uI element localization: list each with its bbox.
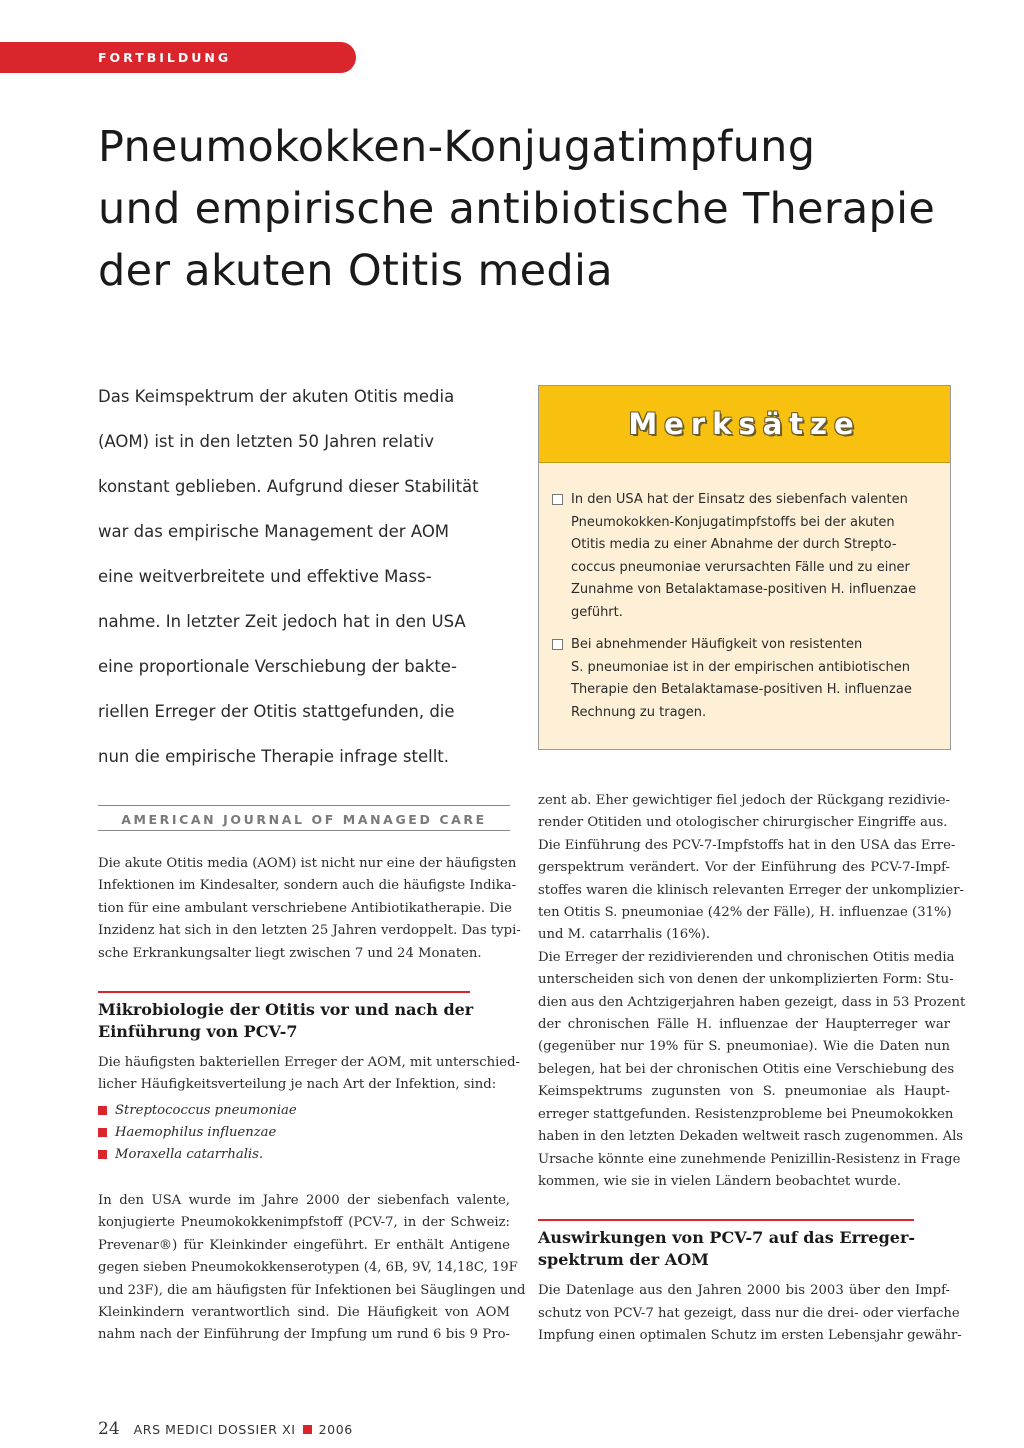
text-line: render Otitiden und otologischer chirurgischer Eingriffe aus.	[538, 815, 948, 831]
journal-source: AMERICAN JOURNAL OF MANAGED CARE	[98, 806, 510, 831]
text-line: (gegenüber nur 19% für S. pneumoniae). Wie die Daten nun	[538, 1039, 950, 1055]
page-number: 24	[98, 1419, 120, 1439]
text-line: Keimspektrums zugunsten von S. pneumoniae als Haupt-	[538, 1084, 950, 1100]
text-line: gerspektrum verändert. Vor der Einführung des PCV-7-Impf-	[538, 860, 950, 876]
text-line: Die häufigsten bakteriellen Erreger der AOM, mit unterschied-	[98, 1055, 520, 1071]
section-tab: FORTBILDUNG	[0, 42, 356, 73]
paragraph	[538, 790, 950, 835]
bullet-list	[98, 1099, 510, 1166]
text-line: Die Datenlage aus den Jahren 2000 bis 2003 über den Impf-	[538, 1283, 950, 1299]
article-title	[98, 116, 978, 302]
merksaetze-line: Pneumokokken-Konjugatimpfstoffs bei der akuten	[571, 514, 895, 530]
text-line: dien aus den Achtzigerjahren haben gezeigt, dass in 53 Prozent	[538, 994, 966, 1010]
square-bullet-icon	[98, 1106, 107, 1115]
lead-paragraph	[98, 374, 518, 779]
text-line: und M. catarrhalis (16%).	[538, 927, 711, 943]
bullet-text: Streptococcus pneumoniae	[115, 1102, 297, 1118]
merksaetze-line: coccus pneumoniae verursachten Fälle und zu einer	[571, 559, 910, 575]
lead-line: konstant geblieben. Aufgrund dieser Stabilität	[98, 477, 479, 496]
text-line: nahm nach der Einführung der Impfung um rund 6 bis 9 Pro-	[98, 1327, 510, 1343]
checkbox-icon	[552, 494, 563, 505]
text-line: schutz von PCV-7 hat gezeigt, dass nur die drei- oder vierfache	[538, 1305, 960, 1321]
paragraph	[98, 1190, 526, 1347]
square-bullet-icon	[98, 1128, 107, 1137]
text-line: erreger stattgefunden. Resistenzprobleme bei Pneumokokken	[538, 1106, 954, 1122]
merksaetze-line: Therapie den Betalaktamase-positiven H. influenzae	[571, 682, 912, 697]
lead-line: eine proportionale Verschiebung der bakte-	[98, 657, 457, 676]
section-heading	[538, 1221, 950, 1271]
text-line: stoffes waren die klinisch relevanten Erreger der unkomplizier-	[538, 882, 964, 898]
lead-line: riellen Erreger der Otitis stattgefunden, die	[98, 702, 455, 721]
text-line: zent ab. Eher gewichtiger fiel jedoch der Rückgang rezidivie-	[538, 793, 950, 808]
paragraph	[538, 835, 964, 947]
page-footer	[98, 1419, 353, 1439]
merksaetze-line: In den USA hat der Einsatz des siebenfach valenten	[571, 492, 908, 507]
left-column	[98, 805, 526, 1347]
checkbox-icon	[552, 639, 563, 650]
lead-line: nun die empirische Therapie infrage stellt.	[98, 747, 449, 766]
text-line: sche Erkrankungsalter liegt zwischen 7 und 24 Monaten.	[98, 945, 482, 961]
section-heading	[98, 993, 510, 1043]
text-line: ten Otitis S. pneumoniae (42% der Fälle), H. influenzae (31%)	[538, 905, 952, 921]
text-line: Die akute Otitis media (AOM) ist nicht nur eine der häufigsten	[98, 856, 517, 871]
text-line: Die Einführung des PCV-7-Impfstoffs hat in den USA das Erre-	[538, 837, 956, 853]
merksaetze-line: Zunahme von Betalaktamase-positiven H. influenzae	[571, 582, 917, 597]
heading-line: Einführung von PCV-7	[98, 1022, 298, 1042]
text-line: Kleinkindern verantwortlich sind. Die Häufigkeit von AOM	[98, 1305, 510, 1321]
text-line: Prevenar®) für Kleinkinder eingeführt. Er enthält Antigene	[98, 1237, 510, 1253]
merksaetze-item	[552, 634, 940, 724]
lead-line: (AOM) ist in den letzten 50 Jahren relativ	[98, 432, 435, 451]
text-line: kommen, wie sie in vielen Ländern beobachtet wurde.	[538, 1173, 902, 1189]
heading-line: spektrum der AOM	[538, 1250, 709, 1270]
merksaetze-line: Bei abnehmender Häufigkeit von resistenten	[571, 637, 863, 652]
text-line: unterscheiden sich von denen der unkomplizierten Form: Stu-	[538, 972, 954, 988]
merksaetze-item	[552, 489, 940, 624]
list-item	[98, 1099, 510, 1121]
merksaetze-text	[571, 489, 916, 624]
paragraph	[98, 1052, 520, 1097]
text-line: Ursache könnte eine zunehmende Penizillin-Resistenz in Frage	[538, 1151, 961, 1167]
title-line: der akuten Otitis media	[98, 246, 613, 296]
merksaetze-list	[539, 463, 950, 724]
publication-year: 2006	[318, 1422, 353, 1437]
merksaetze-text	[571, 634, 912, 724]
lead-line: war das empirische Management der AOM	[98, 522, 450, 541]
merksaetze-line: geführt.	[571, 604, 623, 620]
text-line: und 23F), die am häufigsten für Infektionen bei Säuglingen und	[98, 1282, 526, 1298]
lead-line: Das Keimspektrum der akuten Otitis media	[98, 387, 455, 406]
lead-line: nahme. In letzter Zeit jedoch hat in den USA	[98, 612, 466, 631]
text-line: tion für eine ambulant verschriebene Antibiotikatherapie. Die	[98, 900, 512, 916]
heading-line: Mikrobiologie der Otitis vor und nach der	[98, 1000, 474, 1020]
title-line: und empirische antibiotische Therapie	[98, 184, 936, 234]
text-line: Inzidenz hat sich in den letzten 25 Jahren verdoppelt. Das typi-	[98, 923, 521, 939]
merksaetze-line: S. pneumoniae ist in der empirischen antibiotischen	[571, 659, 910, 675]
list-item	[98, 1144, 510, 1166]
paragraph	[538, 1280, 962, 1347]
text-line: Impfung einen optimalen Schutz im ersten Lebensjahr gewähr-	[538, 1328, 962, 1344]
text-line: konjugierte Pneumokokkenimpfstoff (PCV-7, in der Schweiz:	[98, 1215, 510, 1231]
intro-paragraph	[98, 853, 521, 965]
merksaetze-header	[539, 386, 950, 463]
paragraph	[538, 947, 966, 1193]
merksaetze-title: Merksätze	[628, 407, 861, 441]
text-line: der chronischen Fälle H. influenzae der Haupterreger war	[538, 1017, 950, 1033]
text-line: In den USA wurde im Jahre 2000 der siebenfach valente,	[98, 1193, 510, 1209]
bullet-text: Moraxella catarrhalis.	[115, 1147, 264, 1163]
square-bullet-icon	[98, 1150, 107, 1159]
merksaetze-box	[538, 385, 951, 750]
bullet-text: Haemophilus influenzae	[115, 1124, 277, 1140]
merksaetze-line: Otitis media zu einer Abnahme der durch Strepto-	[571, 537, 897, 552]
text-line: haben in den letzten Dekaden weltweit rasch zugenommen. Als	[538, 1129, 964, 1145]
right-column	[538, 790, 966, 1348]
title-line: Pneumokokken-Konjugatimpfung	[98, 122, 816, 172]
publication-name: ARS MEDICI DOSSIER XI	[133, 1422, 296, 1437]
merksaetze-line: Rechnung zu tragen.	[571, 704, 707, 720]
lead-line: eine weitverbreitete und effektive Mass-	[98, 567, 432, 586]
text-line: Infektionen im Kindesalter, sondern auch die häufigste Indika-	[98, 878, 517, 894]
text-line: belegen, hat bei der chronischen Otitis eine Verschiebung des	[538, 1061, 955, 1077]
text-line: Die Erreger der rezidivierenden und chronischen Otitis media	[538, 949, 955, 965]
list-item	[98, 1121, 510, 1143]
heading-line: Auswirkungen von PCV-7 auf das Erreger-	[538, 1228, 916, 1248]
text-line: gegen sieben Pneumokokkenserotypen (4, 6B, 9V, 14,18C, 19F	[98, 1260, 518, 1276]
text-line: licher Häufigkeitsverteilung je nach Art der Infektion, sind:	[98, 1077, 497, 1093]
square-separator-icon	[303, 1425, 312, 1434]
